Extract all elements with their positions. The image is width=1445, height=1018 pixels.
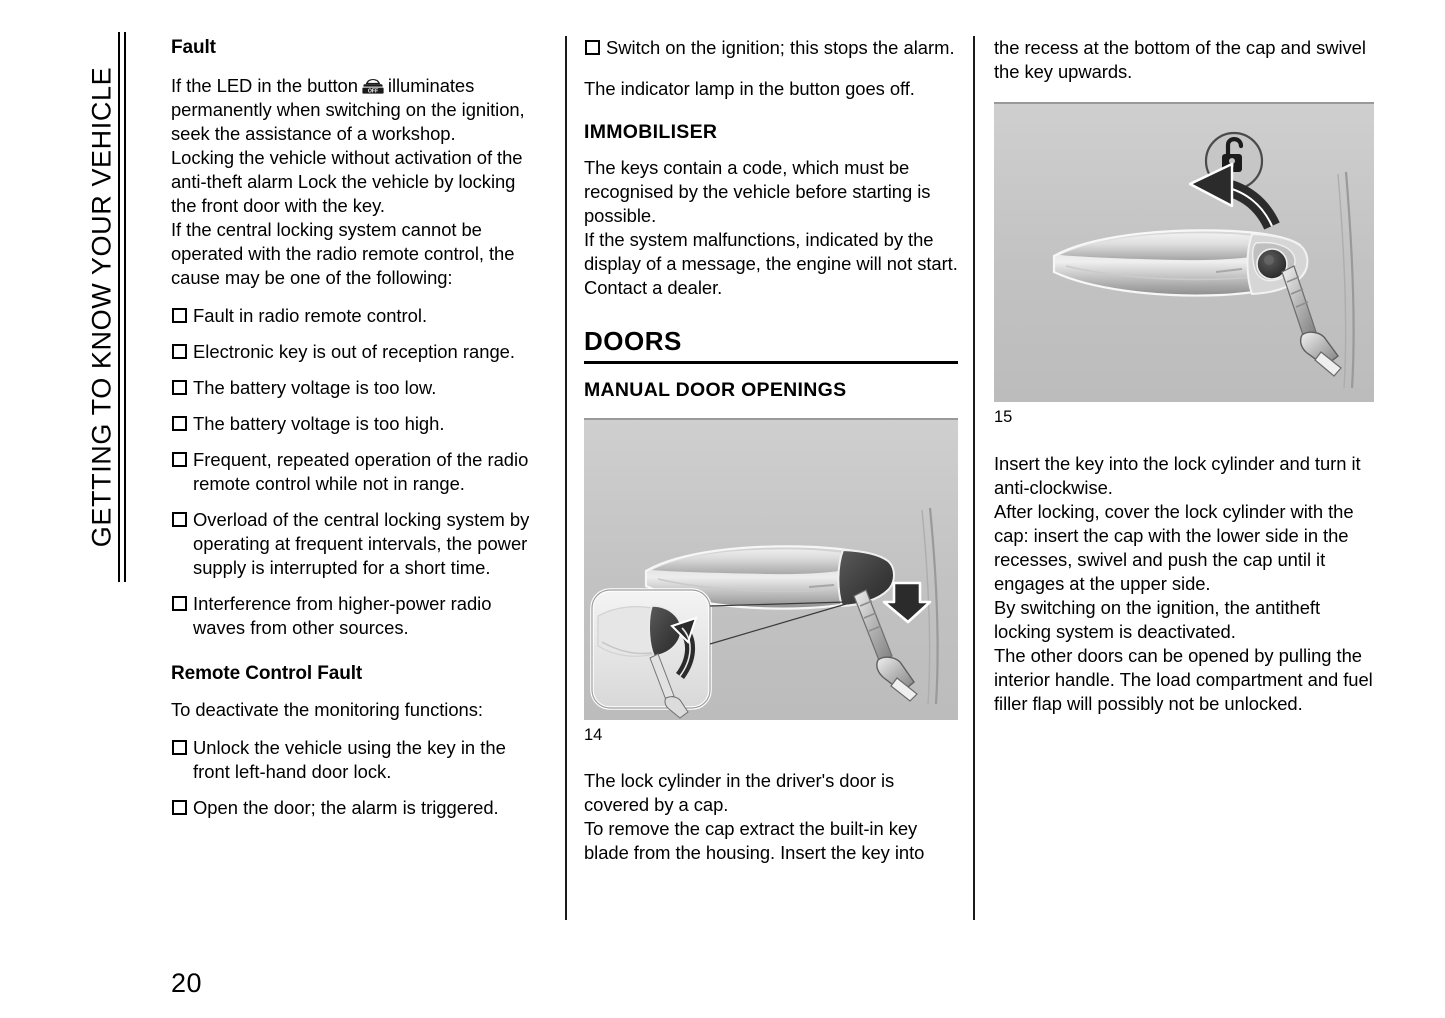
list-item xyxy=(171,736,545,784)
list-item-label: The battery voltage is too low. xyxy=(193,377,437,398)
led-text-part2: illuminates permanently when switching on the ignition, seek the assistance of a workshop. xyxy=(171,75,525,144)
column-2 xyxy=(584,36,958,865)
led-text-part1: If the LED in the button xyxy=(171,75,358,96)
figure-15-frame xyxy=(994,102,1374,402)
figure-14-caption: 14 xyxy=(584,726,603,744)
column-divider-2 xyxy=(973,36,975,920)
list-item-label: Interference from higher-power radio waves from other sources. xyxy=(193,593,492,638)
page-number: 20 xyxy=(171,968,203,998)
figure-14 xyxy=(584,418,958,745)
list-item-label: Overload of the central locking system by operating at frequent intervals, the power supply is interrupted for a short time. xyxy=(193,509,530,578)
paragraph-lock-cylinder-cap: The lock cylinder in the driver's door is covered by a cap. xyxy=(584,770,895,815)
alarm-off-icon xyxy=(360,77,386,96)
list-item-label: Electronic key is out of reception range. xyxy=(193,341,516,362)
chapter-tab-rule-outer xyxy=(124,32,126,582)
paragraph-deactivate-monitoring: To deactivate the monitoring functions: xyxy=(171,699,483,720)
fault-causes-list xyxy=(171,304,545,640)
chapter-tab-rule-inner xyxy=(118,32,120,582)
paragraph-central-locking-causes: If the central locking system cannot be operated with the radio remote control, the cause may be one of the following: xyxy=(171,219,515,288)
paragraph-remove-cap: To remove the cap extract the built-in key blade from the housing. Insert the key into xyxy=(584,818,925,863)
figure-14-image xyxy=(584,420,958,720)
paragraph-insert-key-turn: Insert the key into the lock cylinder and turn it anti-clockwise. xyxy=(994,453,1361,498)
doors-heading-rule xyxy=(584,361,958,364)
paragraph-contact-dealer: Contact a dealer. xyxy=(584,277,723,298)
heading-fault: Fault xyxy=(171,37,216,58)
figure-15 xyxy=(994,102,1374,427)
paragraph-after-locking-cap: After locking, cover the lock cylinder with the cap: insert the cap with the lower side in the recesses, swivel and push the cap until it engages at the upper side. xyxy=(994,501,1354,594)
list-item xyxy=(171,448,545,496)
paragraph-locking-without-alarm: Locking the vehicle without activation of the anti-theft alarm Lock the vehicle by locking the front door with the key. xyxy=(171,147,523,216)
heading-remote-control-fault: Remote Control Fault xyxy=(171,663,363,684)
list-item xyxy=(171,412,545,436)
list-item xyxy=(171,340,545,364)
paragraph-recess-swivel: the recess at the bottom of the cap and swivel the key upwards. xyxy=(994,37,1366,82)
chapter-tab xyxy=(78,32,126,582)
list-item xyxy=(171,508,545,580)
paragraph-led-button xyxy=(171,74,545,146)
column-3 xyxy=(994,36,1374,716)
list-item-label: Open the door; the alarm is triggered. xyxy=(193,797,499,818)
paragraph-other-doors: The other doors can be opened by pulling the interior handle. The load compartment and fuel filler flap will possibly not be unlocked. xyxy=(994,645,1373,714)
heading-doors: DOORS xyxy=(584,326,682,356)
list-item-label: Fault in radio remote control. xyxy=(193,305,428,326)
chapter-tab-label: GETTING TO KNOW YOUR VEHICLE xyxy=(86,66,117,548)
deactivate-steps-list xyxy=(171,736,545,820)
list-item xyxy=(171,376,545,400)
list-item xyxy=(584,36,958,60)
column-1 xyxy=(171,36,545,820)
list-item xyxy=(171,304,545,328)
paragraph-system-malfunction: If the system malfunctions, indicated by the display of a message, the engine will not start. xyxy=(584,229,958,274)
paragraph-indicator-lamp: The indicator lamp in the button goes off. xyxy=(584,78,915,99)
list-item xyxy=(171,592,545,640)
list-item-label: Switch on the ignition; this stops the alarm. xyxy=(606,37,955,58)
heading-immobiliser: IMMOBILISER xyxy=(584,121,718,143)
heading-manual-door-openings: MANUAL DOOR OPENINGS xyxy=(584,379,847,401)
figure-15-image xyxy=(994,104,1374,402)
continued-steps-list xyxy=(584,36,958,60)
list-item xyxy=(171,796,545,820)
paragraph-ignition-antitheft: By switching on the ignition, the antitheft locking system is deactivated. xyxy=(994,597,1321,642)
list-item-label: Unlock the vehicle using the key in the front left-hand door lock. xyxy=(193,737,506,782)
column-divider-1 xyxy=(565,36,567,920)
svg-text:OFF: OFF xyxy=(367,88,379,95)
figure-14-frame xyxy=(584,418,958,720)
figure-15-caption: 15 xyxy=(994,408,1013,426)
list-item-label: Frequent, repeated operation of the radio remote control while not in range. xyxy=(193,449,529,494)
paragraph-keys-code: The keys contain a code, which must be recognised by the vehicle before starting is possible. xyxy=(584,157,931,226)
list-item-label: The battery voltage is too high. xyxy=(193,413,445,434)
